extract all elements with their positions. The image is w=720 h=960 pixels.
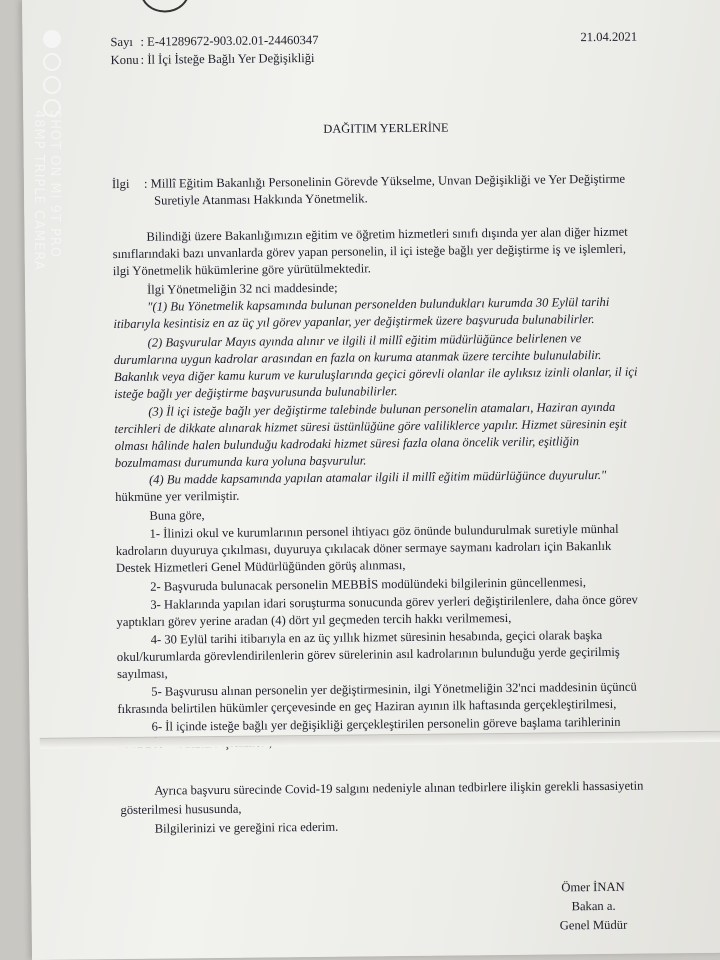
recipient-title: DAĞITIM YERLERİNE (323, 120, 449, 136)
body-line: 3- Haklarında yapılan idari soruşturma sonucunda görev yerleri değiştirilenlere, daha önce görev (150, 592, 638, 612)
body-line: kadroların duyuruya çıkılması, duyuruya çıkılacak döner sermaye saymanı kadroları için Bakanlık (115, 538, 612, 559)
body-line: Bakanlık veya diğer kamu kurum ve kuruluşlarında geçici görevli olanlar ile aylıksız izinli olanlar, il içi (113, 364, 638, 385)
signer-title-1: Bakan a. (571, 898, 616, 914)
body-line: (4) Bu madde kapsamında yapılan atamalar ilgili il millî eğitim müdürlüğünce duyurulur." (148, 467, 607, 487)
body-line: fıkrasında belirtilen hükümler çerçevesinde en geç Haziran ayının ilk haftasında gerçekleştirilmesi, (117, 696, 617, 717)
body-line: 4- 30 Eylül tarihi itibarıyla en az üç yıllık hizmet süresinin hesabında, geçici olarak başka (150, 627, 603, 647)
camera-watermark (38, 30, 66, 117)
watermark-line-1: SHOT ON MI 9T PRO (47, 110, 62, 259)
body-line: bozulmaması durumunda kura yoluna başvurulur. (114, 453, 367, 471)
body-line: 1- İlinizi okul ve kurumlarının personel ihtiyacı göz önünde bulundurulmak suretiyle münhal (149, 521, 619, 541)
closing-line: gösterilmesi hususunda, (120, 801, 242, 818)
body-line: ilgi Yönetmelik hükümlerine göre yürütülmektedir. (112, 261, 371, 279)
body-line: yaptıkları görev yerine aradan (4) dört yıl geçmeden tercih hakkı verilmemesi, (116, 610, 512, 630)
body-line: 6- İl içinde isteğe bağlı yer değişikliği gerçekleştirilen personelin göreve başlama tarihlerinin (151, 714, 621, 734)
body-line: olması hâlinde halen bulunduğu kadrodaki hizmet süresi fazla olana öncelik verilir, eşitliğin (114, 434, 580, 454)
camera-watermark-text (30, 110, 62, 271)
ilgi-label: İlgi (111, 176, 130, 192)
ilgi-line-2: Suretiyle Atanması Hakkında Yönetmelik. (154, 191, 368, 208)
body-line: sınıflarındaki bazı unvanlarda görev yapan personelin, il içi isteğe bağlı yer değiştirme iş ve işlemleri, (112, 241, 627, 262)
closing-line: Ayrıca başvuru sürecinde Covid-19 salgını nedeniyle alınan tedbirlere ilişkin gerekli hassasiyetin (154, 778, 644, 798)
closing-line: Bilgilerinizi ve gereğini rica ederim. (154, 819, 339, 836)
body-line: durumlarına uygun kadrolar arasından en fazla on kuruma atanmak üzere tercihte bulunulabilir. (113, 347, 602, 368)
body-line: okul/kurumlarda görevlendirilenlerin görev sürelerinin asıl kadrolarının bulunduğu yerde geçirilmiş (116, 644, 620, 665)
official-seal-icon (140, 0, 190, 13)
body-line: İlgi Yönetmeliğin 32 nci maddesinde; (146, 280, 338, 297)
body-line: sayılması, (116, 666, 168, 682)
body-line: hükmüne yer verilmiştir. (115, 488, 240, 505)
body-line: itibarıyla kesintisiz en az üç yıl görev yapanlar, yer değiştirmek üzere başvuruda bulunabilirler. (113, 312, 595, 332)
document-page (22, 0, 720, 960)
body-line: 5- Başvurusu alınan personelin yer değiştirmesinin, ilgi Yönetmeliğin 32'nci maddesinin üçüncü (151, 679, 637, 699)
body-line: isteğe bağlı yer değiştirme başvurusunda bulunabilirler. (114, 384, 398, 402)
body-line: "(1) Bu Yönetmelik kapsamında bulunan personelden bulundukları kurumda 30 Eylül tarihi (147, 294, 610, 314)
konu-value: : İl İçi İsteğe Bağlı Yer Değişikliği (140, 50, 315, 67)
body-line: Bilindiği üzere Bakanlığımızın eğitim ve öğretim hizmetleri sınıfı dışında yer alan diğer hizmet (146, 224, 628, 244)
ilgi-line-1: : Millî Eğitim Bakanlığı Personelinin Görevde Yükselme, Unvan Değişikliği ve Yer Değiştirme (143, 171, 626, 191)
body-line: Destek Hizmetleri Genel Müdürlüğünden görüş alınması, (115, 558, 406, 576)
sayi-value: : E-41289672-903.02.01-24460347 (140, 32, 319, 49)
body-line: (3) İl içi isteğe bağlı yer değiştirme talebinde bulunan personelin atamaları, Haziran ayında (148, 399, 616, 419)
body-line: 2- Başvuruda bulunacak personelin MEBBİS modülündeki bilgilerinin güncellenmesi, (150, 575, 587, 594)
document-date: 21.04.2021 (580, 29, 638, 45)
signer-title-2: Genel Müdür (559, 917, 628, 933)
konu-label: Konu (110, 52, 139, 68)
paper-fold (40, 730, 720, 749)
watermark-line-2: 48MP TRIPLE CAMERA (31, 110, 46, 271)
body-line: (2) Başvurular Mayıs ayında alınır ve ilgili il millî eğitim müdürlüğünce belirlenen ve (147, 331, 582, 350)
body-line: tercihleri de dikkate alınarak hizmet süresi üstünlüğüne göre valiliklerce yapılır. Hizmet süresinin eşit (114, 416, 627, 437)
body-line: Buna göre, (149, 508, 205, 523)
signer-name: Ömer İNAN (561, 879, 625, 895)
camera-brand-dots-icon (38, 30, 66, 117)
sayi-label: Sayı (110, 34, 133, 50)
